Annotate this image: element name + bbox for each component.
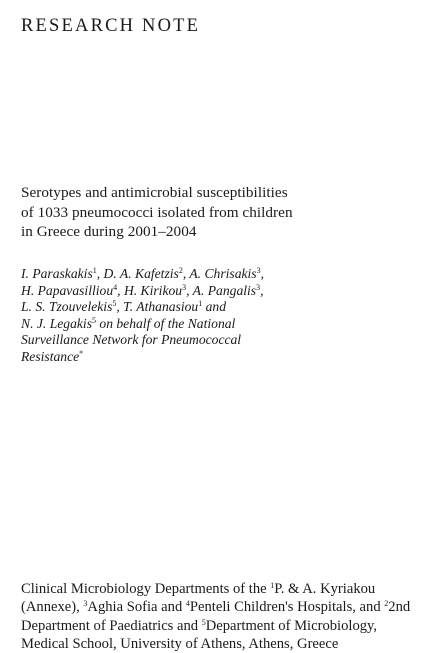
author-name: I. Paraskakis (21, 266, 93, 281)
affiliation-text: 2nd Department of Paediatrics and (21, 599, 411, 634)
author-affiliation-mark: 5 (91, 315, 96, 325)
title-line: of 1033 pneumococci isolated from children (21, 203, 293, 221)
author-affiliation-mark: 4 (113, 282, 118, 292)
author-name: D. A. Kafetzis (103, 266, 179, 281)
group-name: Resistance (21, 348, 80, 364)
title-line: in Greece during 2001–2004 (21, 223, 197, 240)
affiliation-text: Penteli Children's Hospitals, and (189, 599, 385, 616)
title-line: Serotypes and antimicrobial susceptibilities (21, 184, 288, 201)
author-affiliation-mark: 5 (112, 299, 117, 309)
author-affiliation-mark: 2 (178, 266, 183, 275)
author-line: Surveillance Network for Pneumococcal (21, 332, 242, 348)
author-affiliation-mark: 3 (256, 266, 261, 275)
affiliations (21, 580, 417, 653)
author-connector: on behalf of the National (99, 315, 236, 331)
author-line: I. Paraskakis$^1$, D. A. Kafetzis$^2$, A. Chrisakis$^3$, (21, 266, 264, 281)
author-line: H. Papavasilliou$^4$, H. Kirikou$^3$, A. Pangalis$^3$, (21, 282, 264, 298)
author-affiliation-mark: 3 (182, 282, 187, 292)
affiliation-lead: Clinical Microbiology Departments of the (21, 581, 271, 597)
author-name: N. J. Legakis (21, 315, 92, 331)
article-first-page (21, 0, 417, 652)
affiliation-text: Department of Microbiology, Medical School, University of Athens, Athens, Greece (21, 617, 378, 652)
author-name: H. Kirikou (123, 282, 183, 298)
author-name: A. Chrisakis (189, 266, 257, 281)
author-line (21, 349, 417, 366)
author-name: L. S. Tzouvelekis (21, 299, 113, 315)
author-list (21, 266, 417, 366)
section-label: RESEARCH NOTE (21, 16, 201, 36)
affiliation-mark: 2 (384, 599, 389, 609)
author-line: L. S. Tzouvelekis$^5$, T. Athanasiou$^1$ and (21, 299, 226, 315)
author-connector: and (205, 299, 226, 315)
affiliation-text: Aghia Sofia and (87, 599, 186, 616)
author-affiliation-mark: 1 (198, 299, 203, 309)
author-name: A. Pangalis (192, 282, 257, 298)
footnote-mark: * (79, 348, 84, 358)
article-title (21, 183, 417, 242)
author-name: H. Papavasilliou (21, 282, 114, 298)
affiliation-mark: 3 (83, 599, 88, 609)
author-line (21, 316, 417, 333)
affiliation-mark: 5 (201, 617, 206, 627)
affiliation-text: P. & A. Kyriakou (Annexe), (21, 581, 376, 616)
author-name: T. Athanasiou (123, 299, 199, 315)
affiliation-mark: 1 (270, 581, 275, 590)
author-affiliation-mark: 1 (92, 266, 97, 275)
author-affiliation-mark: 3 (256, 282, 261, 292)
affiliation-mark: 4 (185, 599, 190, 609)
